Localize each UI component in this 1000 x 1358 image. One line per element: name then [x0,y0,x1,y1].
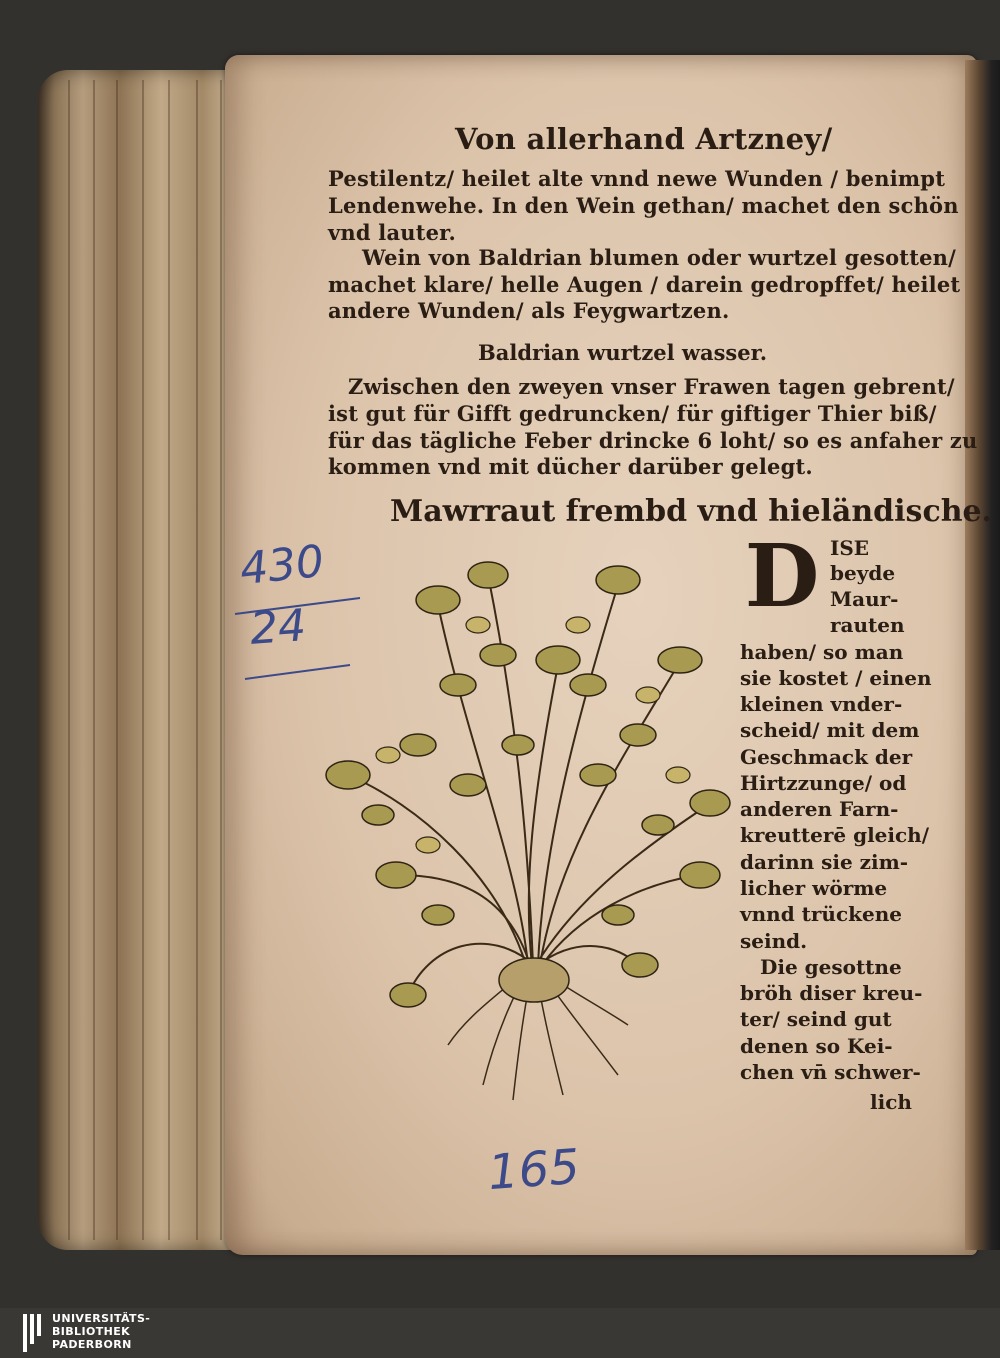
decorative-initial: D [744,526,820,627]
column-line: sie kostet / einen [740,666,932,690]
logo-line: BIBLIOTHEK [52,1325,131,1338]
logo-line: UNIVERSITÄTS- [52,1312,151,1325]
column-line: rauten [830,613,905,637]
plant-woodcut-illustration [318,545,738,1105]
book-gutter [965,60,1000,1250]
text-line: Wein von Baldrian blumen oder wurtzel gesotten/ [362,245,956,270]
library-logo-icon [22,1312,44,1354]
book-page-edges [38,70,243,1250]
column-line: vnnd trückene [740,902,902,926]
text-line: ist gut für Gifft gedruncken/ für giftiger Thier biß/ [328,401,937,426]
column-line: denen so Kei- [740,1034,893,1058]
column-line: scheid/ mit dem [740,718,920,742]
logo-line: PADERBORN [52,1338,132,1351]
column-line: darinn sie zim- [740,850,909,874]
column-line: Hirtzzunge/ od [740,771,907,795]
column-line: licher wörme [740,876,888,900]
subheading: Baldrian wurtzel wasser. [478,340,768,365]
pencil-note-top: 430 [237,535,327,596]
library-logo-text [52,1312,150,1351]
section-title: Mawrraut frembd vnd hieländische. [390,494,993,529]
column-line: bröh diser kreu- [740,981,923,1005]
column-line: beyde [830,561,896,585]
page-heading: Von allerhand Artzney/ [455,122,833,156]
text-line: vnd lauter. [328,220,457,245]
column-line: kreutterē gleich/ [740,823,930,847]
column-line: lich [870,1090,912,1114]
text-line: Lendenwehe. In den Wein gethan/ machet den schön [328,193,959,218]
text-line: machet klare/ helle Augen / darein gedropffet/ heilet [328,272,961,297]
column-line: anderen Farn- [740,797,899,821]
pencil-folio-number: 165 [486,1138,582,1202]
text-line: Pestilentz/ heilet alte vnnd newe Wunden / benimpt [328,166,946,191]
pencil-underline [240,655,360,685]
column-line: chen vn̄ schwer- [740,1060,921,1084]
column-line: kleinen vnder- [740,692,903,716]
column-line: Geschmack der [740,745,913,769]
column-line: Die gesottne [760,955,902,979]
text-line: für das tägliche Feber drincke 6 loht/ so es anfaher zu [328,428,978,453]
text-line: andere Wunden/ als Feygwartzen. [328,298,730,323]
text-line: Zwischen den zweyen vnser Frawen tagen gebrent/ [348,374,955,399]
text-line: kommen vnd mit dücher darüber gelegt. [328,454,813,479]
column-line: haben/ so man [740,640,904,664]
column-line: ter/ seind gut [740,1007,892,1031]
column-line: seind. [740,929,808,953]
column-line: Maur- [830,587,899,611]
column-line: ISE [830,536,870,560]
pencil-note-bottom: 24 [248,600,308,655]
